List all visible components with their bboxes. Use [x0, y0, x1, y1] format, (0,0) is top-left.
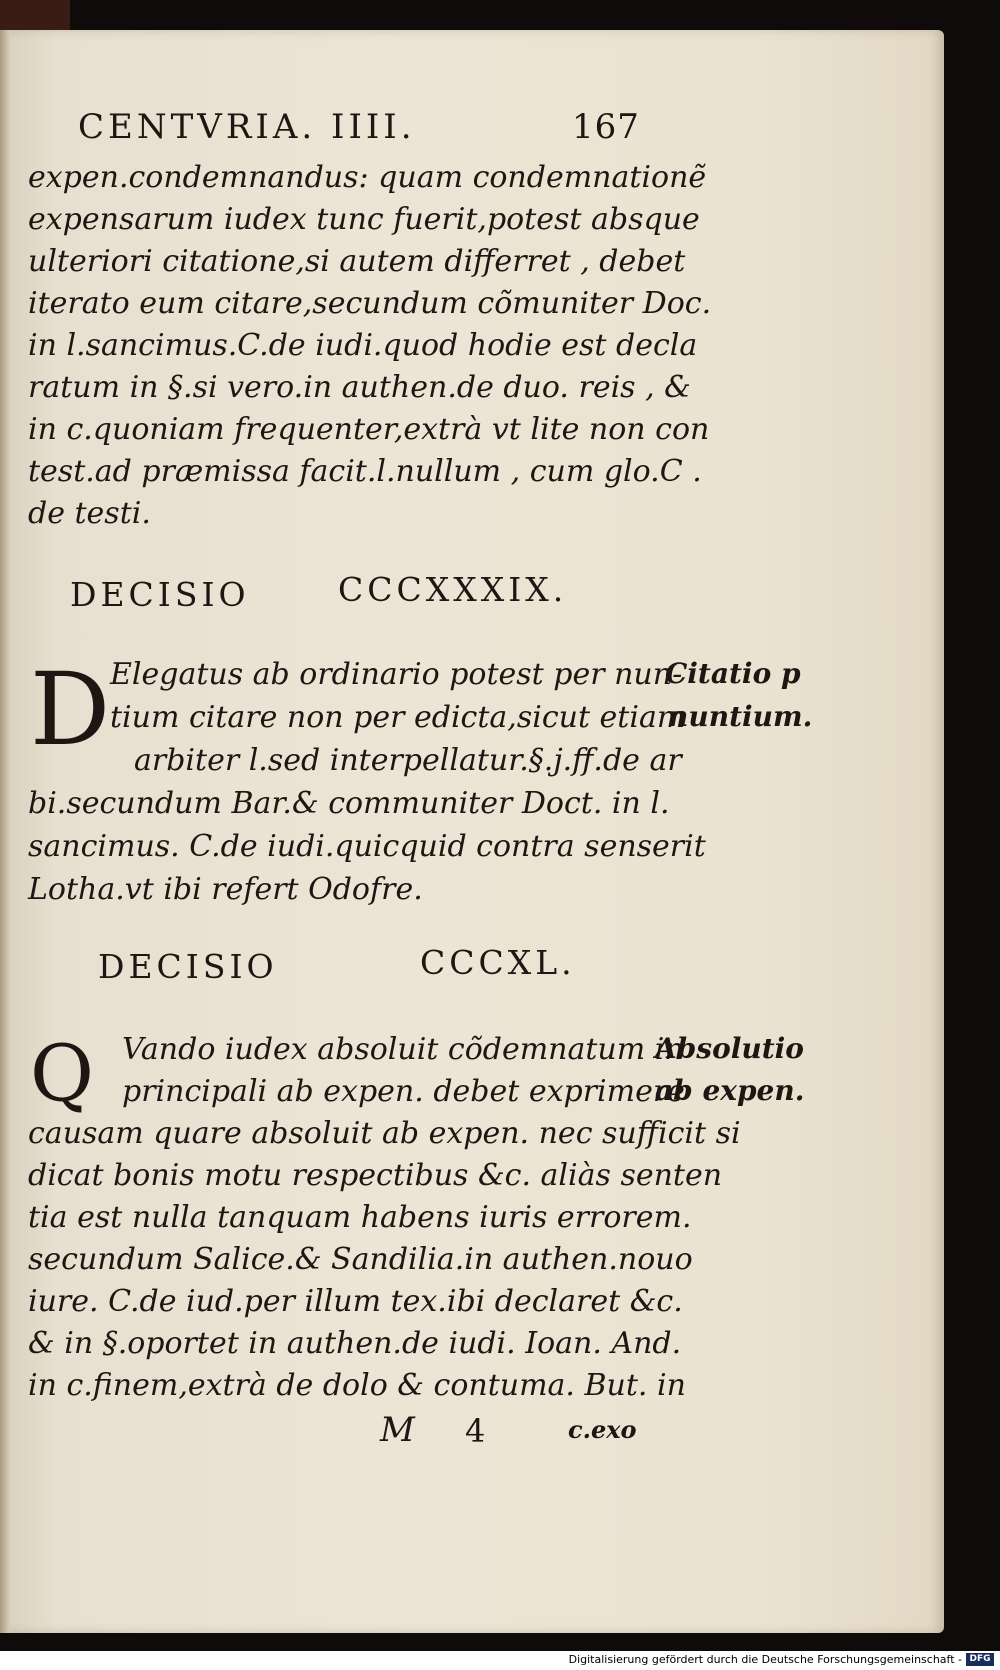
text-line: in l.sancimus.C.de iudi.quod hodie est decla — [28, 328, 698, 363]
text-line: secundum Salice.& Sandilia.in authen.nouo — [28, 1242, 693, 1277]
text-line: tium citare non per edicta,sicut etiam — [110, 700, 686, 735]
text-line: iure. C.de iud.per illum tex.ibi declaret &c. — [28, 1284, 683, 1319]
text-line: iterato eum citare,secundum cõmuniter Doc. — [28, 286, 712, 321]
text-line: Lotha.vt ibi refert Odofre. — [28, 872, 423, 907]
decisio-heading-word: DECISIO — [98, 947, 278, 986]
text-line: ratum in §.si vero.in authen.de duo. reis , & — [28, 370, 691, 405]
margin-note-line: nuntium. — [668, 700, 813, 733]
text-line: expen.condemnandus: quam condemnationẽ — [28, 160, 707, 195]
text-line: in c.quoniam frequenter,extrà vt lite non con — [28, 412, 710, 447]
text-line: Vando iudex absoluit cõdemnatum in — [122, 1032, 684, 1067]
decisio-heading-word: DECISIO — [70, 575, 250, 614]
decisio-heading-number: CCCXL. — [420, 943, 576, 982]
text-line: dicat bonis motu respectibus &c. aliàs senten — [28, 1158, 723, 1193]
catchword: c.exo — [568, 1415, 637, 1444]
page-number: 167 — [572, 107, 640, 147]
text-line: tia est nulla tanquam habens iuris errorem. — [28, 1200, 692, 1235]
text-line: bi.secundum Bar.& communiter Doct. in l. — [28, 786, 670, 821]
text-line: & in §.oportet in authen.de iudi. Ioan. And. — [28, 1326, 682, 1361]
text-line: de testi. — [28, 496, 151, 531]
text-line: principali ab expen. debet exprimere — [122, 1074, 685, 1109]
footer-credit-text: Digitalisierung gefördert durch die Deutsche Forschungsgemeinschaft - — [568, 1653, 962, 1666]
text-line: ulteriori citatione,si autem differret , debet — [28, 244, 686, 279]
drop-capital: D — [30, 651, 111, 768]
text-line: in c.finem,extrà de dolo & contuma. But. in — [28, 1368, 686, 1403]
top-left-bookmark-tab — [0, 0, 70, 30]
margin-note-line: ab expen. — [655, 1074, 805, 1107]
text-line: arbiter l.sed interpellatur.§.j.ff.de ar — [134, 743, 682, 778]
signature-mark: M — [380, 1410, 415, 1450]
margin-note-line: Citatio p — [665, 657, 801, 690]
page-gutter-edge — [0, 30, 10, 1633]
text-line: causam quare absoluit ab expen. nec sufficit si — [28, 1116, 741, 1151]
text-line: expensarum iudex tunc fuerit,potest absque — [28, 202, 700, 237]
running-header-title: CENTVRIA. IIII. — [78, 107, 416, 147]
margin-note-line: Absolutio — [655, 1032, 804, 1065]
decisio-heading-number: CCCXXXIX. — [338, 570, 568, 609]
text-line: test.ad præmissa facit.l.nullum , cum glo.C . — [28, 454, 702, 489]
drop-capital: Q — [30, 1029, 94, 1119]
dfg-logo: DFG — [966, 1653, 994, 1666]
text-line: Elegatus ab ordinario potest per nun- — [110, 657, 683, 692]
text-line: sancimus. C.de iudi.quicquid contra senserit — [28, 829, 706, 864]
signature-number: 4 — [465, 1412, 486, 1450]
